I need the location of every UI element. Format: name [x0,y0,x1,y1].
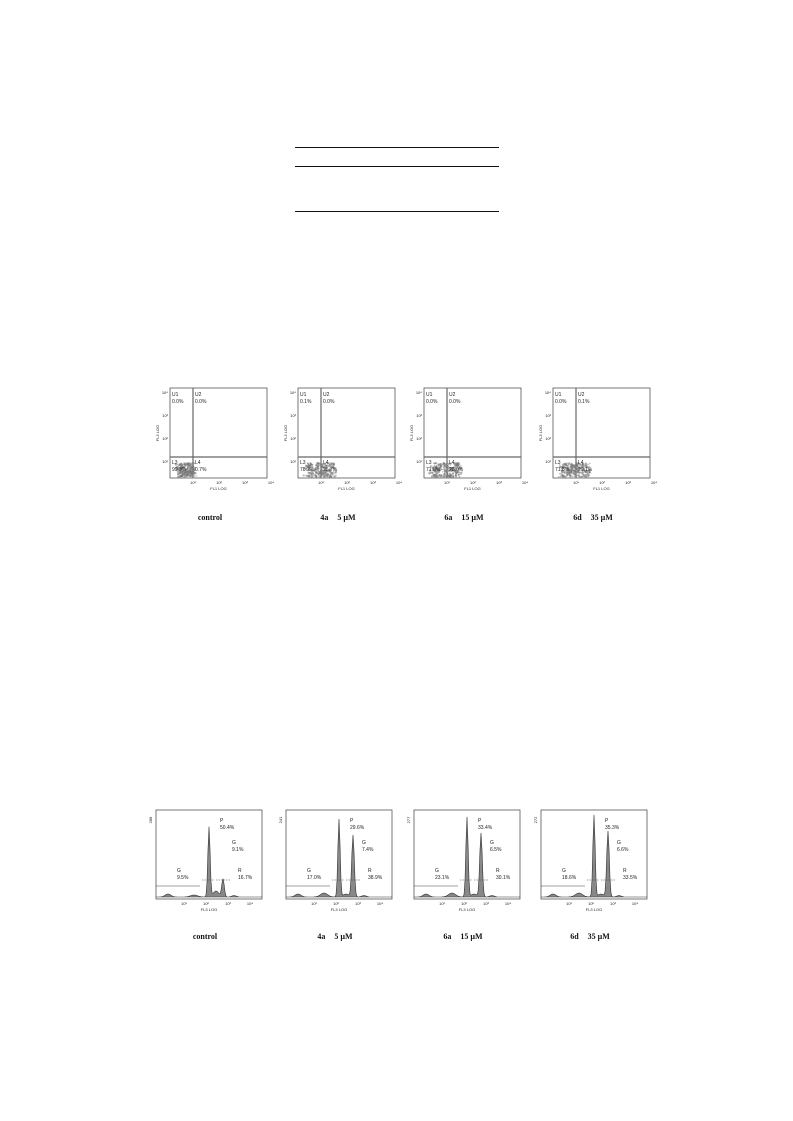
event-dot [438,474,439,475]
event-dot [332,462,335,465]
event-dot [439,475,441,477]
y-tick-label: 10¹ [545,459,551,464]
x-tick-label: 10⁴ [521,480,529,485]
quadrant-ll-value: 71.8% [426,467,441,473]
event-dot [190,471,192,473]
dotplot-svg [404,385,529,495]
event-dot [326,475,328,477]
event-dot [179,464,181,466]
gate-r-name: R [496,868,500,874]
event-dot [191,463,192,464]
gate-g-right-value: 6.5% [490,847,502,853]
y-tick-label: 10³ [162,413,168,418]
event-dot [320,471,321,472]
gate-g-left-name: G [177,868,181,874]
gate-g-left-value: 9.5% [177,875,189,881]
event-dot [443,469,444,470]
event-dot [188,470,190,472]
gate-g-right-name: G [490,840,494,846]
event-dot [303,474,305,476]
histogram-caption-compound: control [192,932,218,941]
event-dot [558,476,559,477]
event-dot [330,475,332,477]
quadrant-ur-value: 0.0% [195,399,207,405]
gate-r-value: 30.1% [496,875,511,881]
y-axis-label: FL3 LOG [283,424,288,442]
event-dot [310,475,313,478]
x-tick-label: 10³ [610,901,616,906]
dotplot-caption [533,513,653,522]
x-tick-label: 10¹ [318,480,324,485]
gate-r-name: R [238,868,242,874]
event-dot [448,476,450,478]
event-dot [315,467,316,468]
histogram-svg [146,807,264,919]
event-dot [431,475,434,478]
dotplot-caption [150,513,270,522]
dotplot-caption [278,513,398,522]
event-dot [443,474,445,476]
event-dot [316,467,317,468]
event-dot [589,463,591,465]
gate-g-right-name: G [362,840,366,846]
histogram-svg [531,807,649,919]
x-tick-label: 10¹ [573,480,579,485]
x-axis-label: FL3 LOG [458,907,476,912]
histogram-caption-dose: 15 µM [460,932,483,941]
event-dot [442,471,443,472]
event-dot [585,464,587,466]
event-dot [444,468,446,470]
y-axis-label: FL3 LOG [409,424,414,442]
gate-g-left-name: G [435,868,439,874]
quadrant-ur-name: U2 [449,392,456,398]
x-tick-label: 10³ [370,480,376,485]
y-tick-label: 10³ [416,413,422,418]
quadrant-ll-name: L3 [426,460,432,466]
event-dot [566,464,568,466]
event-dot [317,470,319,472]
histogram-caption [146,932,264,941]
event-dot [191,466,192,467]
quadrant-ul-value: 0.0% [555,399,567,405]
y-tick-label: 10¹ [416,459,422,464]
x-tick-label: 10¹ [311,901,317,906]
gate-g-left-value: 23.1% [435,875,450,881]
event-dot [567,462,569,464]
gate-r-name: R [368,868,372,874]
event-dot [445,466,447,468]
quadrant-lr-value: 25.7% [323,467,338,473]
quadrant-ur-name: U2 [195,392,202,398]
gate-p-value: 50.4% [220,825,235,831]
x-axis-label: FL3 LOG [585,907,603,912]
event-dot [308,476,310,478]
dotplot-panel-1 [150,385,275,495]
event-dot [178,476,180,478]
dna-histogram [286,819,392,897]
x-tick-label: 10⁴ [267,480,275,485]
y-max-label: 288 [148,816,153,824]
quadrant-ul-name: U1 [300,392,307,398]
event-dot [186,472,187,473]
gate-r-value: 16.7% [238,875,253,881]
dotplot-caption-dose: 35 µM [590,513,613,522]
x-tick-label: 10³ [225,901,231,906]
event-dot [585,476,587,478]
event-dot [583,474,585,476]
event-dot [440,463,442,465]
event-dot [319,463,320,464]
gate-g-left-value: 17.0% [307,875,322,881]
event-dot [574,475,576,477]
event-dot [186,468,188,470]
quadrant-lr-value: 29.1% [578,467,593,473]
x-tick-label: 10⁴ [246,901,254,906]
event-dot [576,468,578,470]
histogram-svg [404,807,522,919]
histogram-caption-dose: 35 µM [587,932,610,941]
x-tick-label: 10⁴ [504,901,512,906]
gate-r-name: R [623,868,627,874]
quadrant-lr-value: 28.0% [449,467,464,473]
event-dot [187,466,189,468]
event-dot [327,473,329,475]
gate-p-value: 33.4% [478,825,493,831]
dotplot-caption-dose: 15 µM [461,513,484,522]
table-header-rule [295,166,499,167]
x-tick-label: 10³ [496,480,502,485]
event-dot [184,463,185,464]
event-dot [458,462,460,464]
histogram-caption-compound: 6a [443,932,452,941]
event-dot [575,462,577,464]
dna-histogram [414,817,520,897]
quadrant-lr-value: 0.7% [195,467,207,473]
event-dot [570,472,572,474]
event-dot [312,473,314,475]
event-dot [194,475,196,477]
quadrant-ll-value: 78.2% [300,467,315,473]
dotplot-svg [278,385,403,495]
dna-histogram [156,827,262,897]
quadrant-ur-value: 0.0% [323,399,335,405]
x-tick-label: 10¹ [439,901,445,906]
y-max-label: 277 [406,816,411,824]
gate-g-right-value: 6.6% [617,847,629,853]
dotplot-svg [150,385,275,495]
quadrant-ul-value: 0.0% [172,399,184,405]
dotplot-caption-compound: 6d [573,513,582,522]
y-tick-label: 10⁴ [289,390,296,395]
x-tick-label: 10⁴ [650,480,658,485]
quadrant-ll-name: L3 [300,460,306,466]
event-dot [455,475,456,476]
y-tick-label: 10³ [545,413,551,418]
dotplot-caption-compound: 4a [320,513,329,522]
y-tick-label: 10¹ [162,459,168,464]
event-dot [570,464,572,466]
x-tick-label: 10³ [625,480,631,485]
y-axis-label: FL3 LOG [538,424,543,442]
table-bottom-rule [295,211,499,212]
event-dot [446,463,448,465]
event-dot [181,474,182,475]
dotplot-caption-compound: control [197,513,223,522]
y-tick-label: 10² [416,436,422,441]
histogram-caption [404,932,522,941]
x-axis-label: FL3 LOG [200,907,218,912]
event-dot [188,468,190,470]
event-dot [446,472,448,474]
event-dot [315,469,317,471]
x-axis-label: FL1 LOG [464,486,481,491]
x-tick-label: 10² [588,901,594,906]
event-dot [435,462,437,464]
dotplot-panel-4 [533,385,658,495]
quadrant-ll-value: 71.8% [555,467,570,473]
event-dot [196,475,197,476]
histogram-caption [531,932,649,941]
quadrant-ur-value: 0.1% [578,399,590,405]
x-axis-label: FL1 LOG [338,486,355,491]
dna-histogram [541,815,647,897]
x-tick-label: 10¹ [190,480,196,485]
event-dot [440,468,442,470]
quadrant-lr-name: L4 [195,460,201,466]
histogram-caption-dose: 5 µM [334,932,353,941]
event-dot [443,464,445,466]
x-tick-label: 10² [344,480,350,485]
gate-g-right-value: 9.1% [232,847,244,853]
dotplot-caption [404,513,524,522]
histogram-svg [276,807,394,919]
quadrant-ul-value: 0.0% [426,399,438,405]
dotplot-caption-compound: 6a [444,513,453,522]
x-tick-label: 10² [599,480,605,485]
x-tick-label: 10¹ [444,480,450,485]
event-dot [313,475,315,477]
gate-p-value: 35.3% [605,825,620,831]
event-dot [574,466,576,468]
event-dot [585,462,587,464]
quadrant-lr-name: L4 [578,460,584,466]
gate-r-value: 33.5% [623,875,638,881]
y-max-label: 241 [278,816,283,824]
event-dot [577,474,580,477]
gate-p-name: P [605,818,609,824]
histogram-caption [276,932,394,941]
event-dot [576,473,577,474]
event-dot [185,474,187,476]
histogram-panel-2 [276,807,394,919]
y-tick-label: 10⁴ [161,390,168,395]
histogram-caption-compound: 4a [317,932,326,941]
quadrant-lr-name: L4 [323,460,329,466]
x-tick-label: 10⁴ [376,901,384,906]
event-dot [333,475,335,477]
event-dot [572,470,574,472]
event-dot [570,466,572,468]
y-tick-label: 10⁴ [544,390,551,395]
event-dot [458,474,460,476]
gate-p-name: P [220,818,224,824]
y-tick-label: 10² [290,436,296,441]
quadrant-ll-name: L3 [172,460,178,466]
x-tick-label: 10³ [242,480,248,485]
y-tick-label: 10² [545,436,551,441]
event-dot [186,463,188,465]
quadrant-ul-name: U1 [172,392,179,398]
event-dot [192,470,194,472]
x-tick-label: 10³ [355,901,361,906]
x-axis-label: FL3 LOG [330,907,348,912]
quadrant-ll-value: 99.3% [172,467,187,473]
histogram-panel-3 [404,807,522,919]
y-tick-label: 10² [162,436,168,441]
y-max-label: 272 [533,816,538,824]
gate-r-value: 38.9% [368,875,383,881]
quadrant-ul-name: U1 [426,392,433,398]
quadrant-ul-name: U1 [555,392,562,398]
x-tick-label: 10² [203,901,209,906]
y-tick-label: 10⁴ [415,390,422,395]
y-tick-label: 10³ [290,413,296,418]
dotplot-panel-2 [278,385,403,495]
event-dot [443,470,445,472]
x-axis-label: FL1 LOG [593,486,610,491]
quadrant-lr-name: L4 [449,460,455,466]
quadrant-ur-name: U2 [578,392,585,398]
x-tick-label: 10² [333,901,339,906]
gate-g-right-name: G [232,840,236,846]
quadrant-ll-name: L3 [555,460,561,466]
event-dot [582,475,583,476]
gate-g-right-name: G [617,840,621,846]
quadrant-ur-value: 0.0% [449,399,461,405]
event-dot [311,474,313,476]
x-axis-label: FL1 LOG [210,486,227,491]
histogram-panel-4 [531,807,649,919]
event-dot [433,475,435,477]
y-tick-label: 10¹ [290,459,296,464]
event-dot [311,464,313,466]
quadrant-ul-value: 0.1% [300,399,312,405]
table-top-rule [295,147,499,148]
event-dot [573,473,575,475]
event-dot [563,476,565,478]
x-tick-label: 10² [216,480,222,485]
gate-p-name: P [350,818,354,824]
x-tick-label: 10¹ [181,901,187,906]
event-dot [316,472,317,473]
event-dot [563,464,564,465]
event-dot [559,473,560,474]
dotplot-caption-dose: 5 µM [337,513,356,522]
event-dot [569,474,571,476]
gate-g-right-value: 7.4% [362,847,374,853]
x-tick-label: 10² [461,901,467,906]
x-tick-label: 10⁴ [395,480,403,485]
x-tick-label: 10¹ [566,901,572,906]
event-dot [438,464,439,465]
event-dot [188,465,189,466]
event-dot [308,475,309,476]
dotplot-svg [533,385,658,495]
histogram-caption-compound: 6d [570,932,579,941]
y-axis-label: FL3 LOG [155,424,160,442]
event-dot [319,472,322,475]
x-tick-label: 10² [470,480,476,485]
gate-g-left-name: G [307,868,311,874]
gate-g-left-name: G [562,868,566,874]
x-tick-label: 10³ [483,901,489,906]
event-dot [315,476,316,477]
quadrant-ur-name: U2 [323,392,330,398]
gate-p-name: P [478,818,482,824]
x-tick-label: 10⁴ [631,901,639,906]
dotplot-panel-3 [404,385,529,495]
event-dot [183,474,184,475]
event-dot [190,475,191,476]
event-dot [565,475,567,477]
event-dot [459,476,461,478]
event-dot [587,464,589,466]
event-dot [452,476,454,478]
event-dot [324,475,326,477]
event-dot [569,470,572,473]
gate-g-left-value: 18.6% [562,875,577,881]
histogram-panel-1 [146,807,264,919]
event-dot [316,462,318,464]
event-dot [194,473,196,475]
gate-p-value: 29.6% [350,825,365,831]
plot-frame [553,388,650,478]
